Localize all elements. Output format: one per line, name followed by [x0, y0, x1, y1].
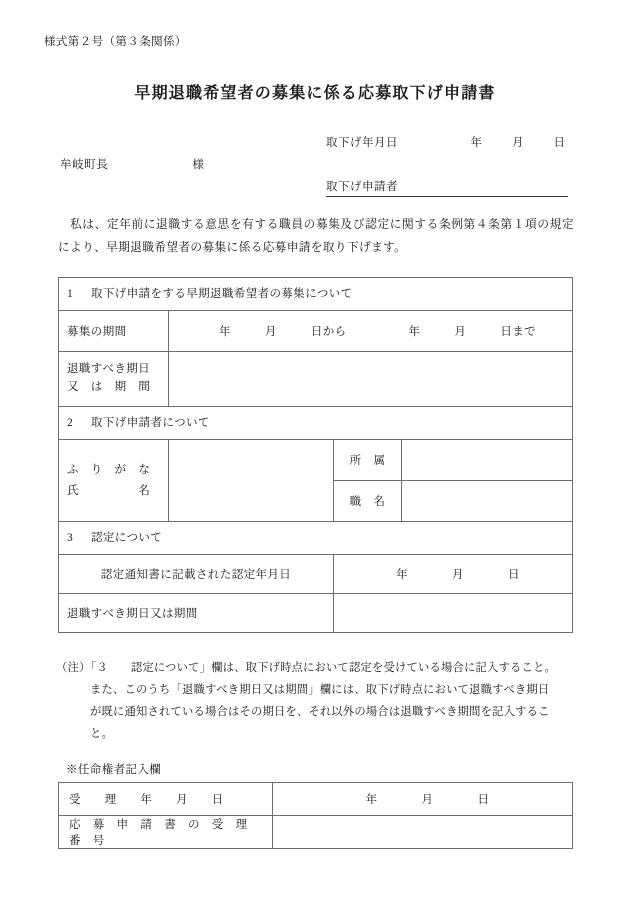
certified-retirement-value[interactable] [334, 594, 573, 633]
body-paragraph [58, 214, 574, 260]
period-to-month[interactable]: 月 [454, 326, 467, 338]
withdraw-date-month[interactable]: 月 [512, 137, 524, 149]
certified-retirement-label-text: 退職すべき期日又は期間 [67, 608, 198, 620]
body-line-2: により、早期退職希望者の募集に係る応募申請を取り下げます。 [58, 240, 407, 254]
table-row [59, 594, 573, 633]
retirement-date-value[interactable] [169, 352, 573, 407]
applicant-name-value[interactable] [169, 440, 334, 522]
page-title: 早期退職希望者の募集に係る応募取下げ申請書 [134, 85, 496, 102]
acceptance-date-value[interactable] [273, 783, 573, 816]
section1-number: 1 [67, 288, 74, 300]
period-from-month[interactable]: 月 [264, 326, 277, 338]
certification-year[interactable]: 年 [396, 569, 409, 581]
section1-heading-cell [59, 278, 573, 311]
note-line-1: （注）「３ 認定について」欄は、取下げ時点において認定を受けている場合に記入すること。 [56, 662, 556, 674]
affiliation-value[interactable] [402, 440, 573, 481]
withdraw-date-day[interactable]: 日 [553, 137, 565, 149]
recruitment-period-value[interactable] [169, 311, 573, 352]
table-row [59, 440, 573, 481]
period-to-year[interactable]: 年 [408, 326, 421, 338]
section2-heading-cell [59, 407, 573, 440]
table-row [59, 783, 573, 816]
recruitment-period-label [59, 311, 169, 352]
table-row [59, 311, 573, 352]
note-line-3: が既に通知されている場合はその期日を、それ以外の場合は退職すべき期間を記入するこ [90, 706, 550, 719]
certified-retirement-label [59, 594, 334, 633]
acceptance-month[interactable]: 月 [421, 794, 434, 806]
certification-date-label: 認定通知書に記載された認定年月日 [59, 555, 334, 594]
recruitment-period-label-text: 募集の期間 [67, 326, 127, 338]
note-block [56, 657, 576, 745]
body-line-1: 私は、定年前に退職する意思を有する職員の募集及び認定に関する条例第４条第１項の規定 [69, 218, 574, 231]
table-row [59, 278, 573, 311]
section3-heading: 認定について [91, 532, 163, 544]
certification-day[interactable]: 日 [507, 569, 520, 581]
section2-number: 2 [67, 417, 74, 429]
name-label: 氏 名 [67, 484, 151, 497]
applicant-name-label [59, 440, 169, 522]
receipt-number-value[interactable] [273, 816, 573, 849]
period-to-day[interactable]: 日まで [500, 326, 537, 338]
receipt-number-label [59, 816, 273, 849]
withdraw-date-fields [471, 134, 572, 150]
note-line-2: また、このうち「退職すべき期日又は期間」欄には、取下げ時点において退職すべき期日 [90, 684, 550, 697]
acceptance-year[interactable]: 年 [365, 794, 378, 806]
certification-date-value[interactable] [334, 555, 573, 594]
period-from-day[interactable]: 日から [310, 326, 347, 338]
receipt-number-label-text: 応 募 申 請 書 の 受 理 番 号 [69, 819, 260, 847]
furigana-label: ふ り が な [67, 464, 151, 477]
certification-month[interactable]: 月 [452, 569, 464, 581]
appointer-section-title: ※任命権者記入欄 [66, 764, 162, 776]
table-row [59, 352, 573, 407]
table-row [59, 555, 573, 594]
main-form-table [58, 277, 573, 633]
acceptance-date-label-text: 受 理 年 月 日 [69, 794, 224, 806]
acceptance-date-label [59, 783, 273, 816]
applicant-signature-field[interactable]: 取下げ申請者 [326, 178, 568, 197]
addressee-row [60, 156, 204, 172]
addressee-name: 牟岐町長 [60, 159, 109, 171]
section2-heading: 取下げ申請者について [91, 417, 210, 429]
appointer-table [58, 782, 573, 849]
retirement-date-label [59, 352, 169, 407]
affiliation-label: 所 属 [334, 440, 402, 481]
table-row [59, 407, 573, 440]
table-row [59, 816, 573, 849]
withdraw-date-year[interactable]: 年 [470, 137, 482, 149]
note-line-4: と。 [90, 728, 113, 741]
section3-heading-cell [59, 522, 573, 555]
job-title-label: 職 名 [334, 481, 402, 522]
table-row [59, 522, 573, 555]
acceptance-day[interactable]: 日 [477, 794, 490, 806]
addressee-honorific: 様 [192, 159, 205, 171]
meta-block [0, 134, 630, 196]
withdraw-date-row [326, 134, 571, 150]
period-from-year[interactable]: 年 [219, 326, 231, 338]
job-title-value[interactable] [402, 481, 573, 522]
retirement-date-label-line2: 又 は 期 間 [67, 381, 151, 393]
form-number: 様式第２号（第３条関係） [44, 36, 187, 48]
section3-number: 3 [67, 532, 74, 544]
section1-heading: 取下げ申請をする早期退職希望者の募集について [91, 288, 353, 300]
withdraw-date-label: 取下げ年月日 [326, 137, 398, 149]
retirement-date-label-line1: 退職すべき期日 [67, 363, 151, 376]
